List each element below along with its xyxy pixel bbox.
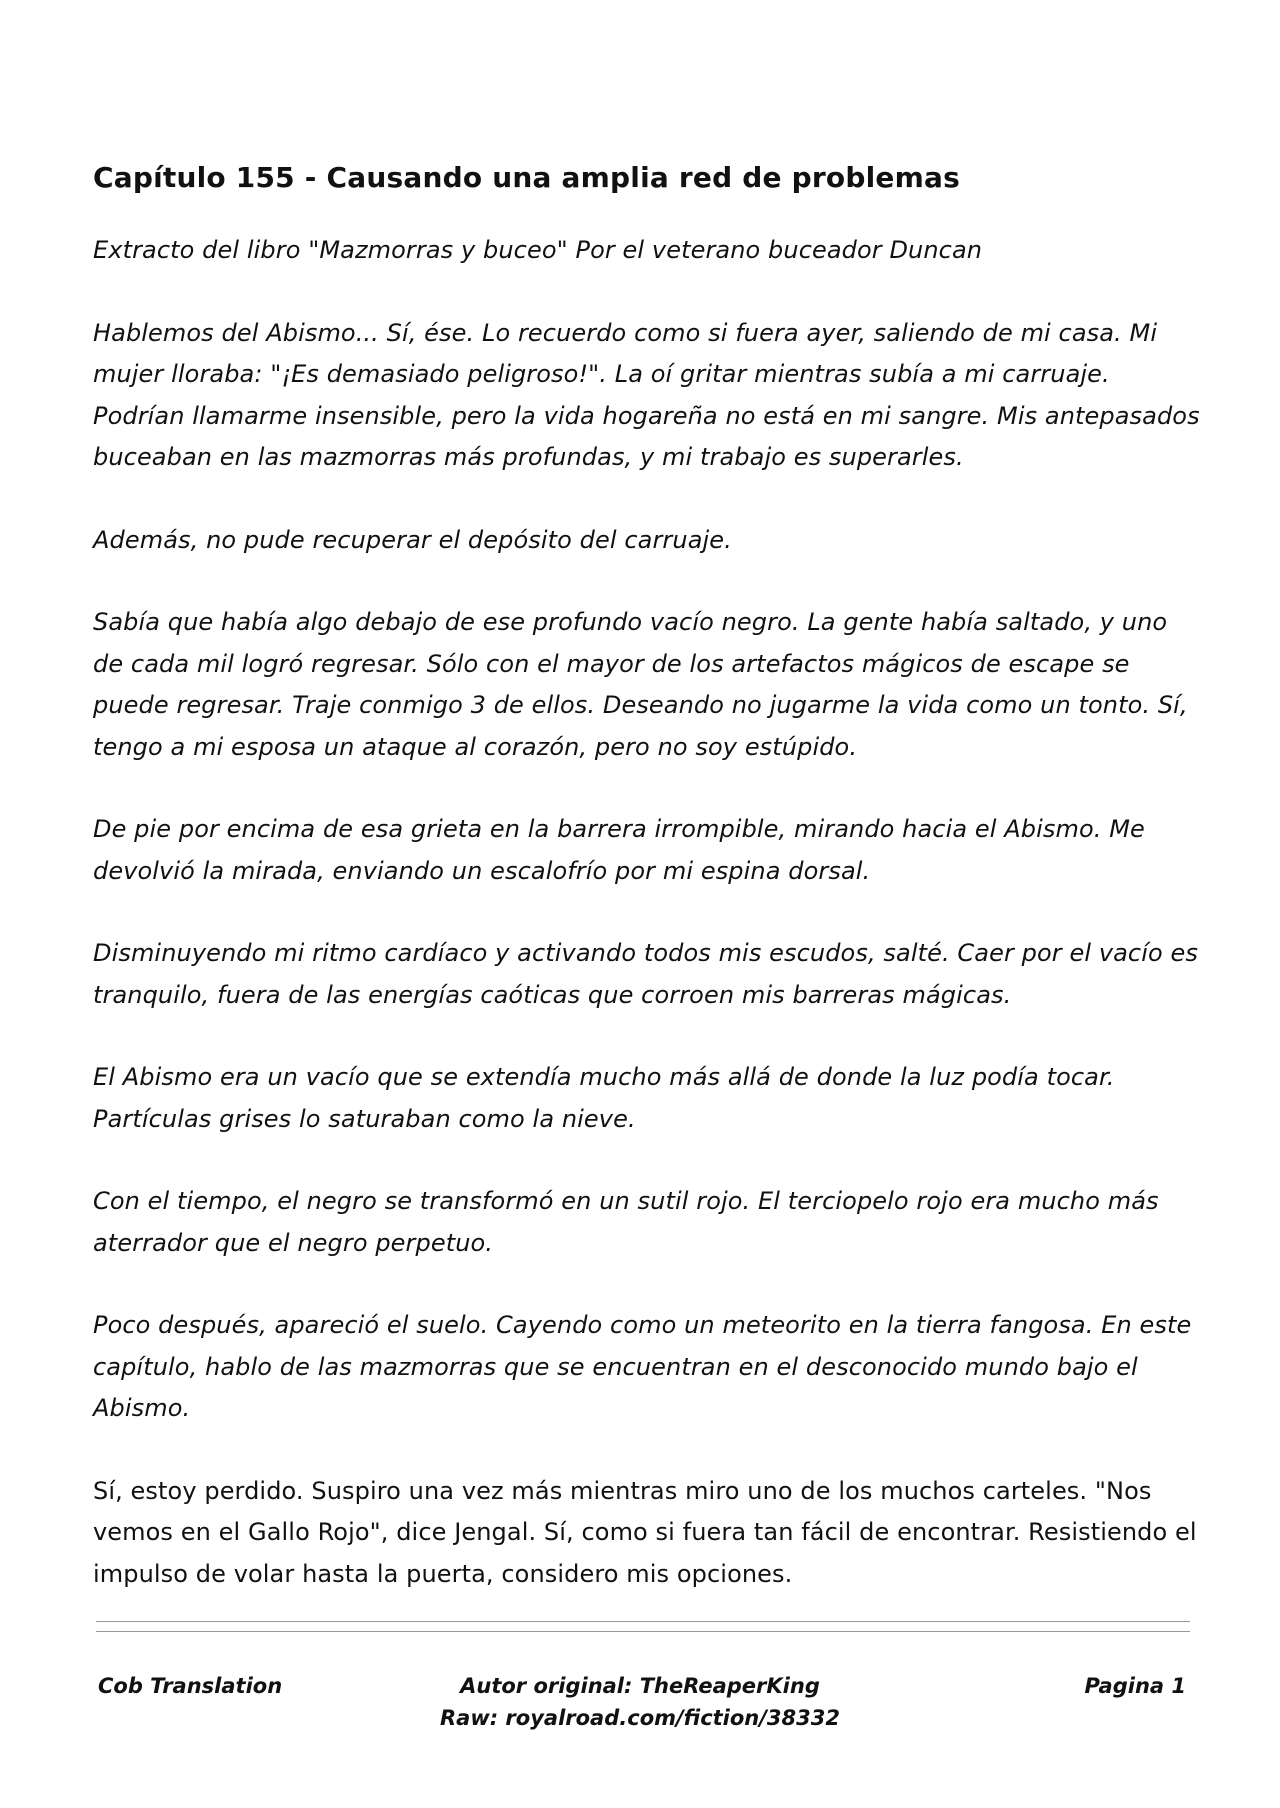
paragraph-1: Extracto del libro "Mazmorras y buceo" Por el veterano buceador Duncan xyxy=(93,236,983,264)
paragraph-2: Hablemos del Abismo... Sí, ése. Lo recuerdo como si fuera ayer, saliendo de mi casa. Mi mujer lloraba: "¡Es demasiado peligroso!". La oí gritar mientras subía a mi carruaje. Podrían llamarme insensible, pero la vida hogareña no está en mi sangre. Mis antepasados buceaban en las mazmorras más profundas, y mi trabajo es superarles. xyxy=(93,318,1200,471)
paragraph-6: Disminuyendo mi ritmo cardíaco y activando todos mis escudos, salté. Caer por el vacío es tranquilo, fuera de las energías caóticas que corroen mis barreras mágicas. xyxy=(93,939,1198,1009)
footer-translator: Cob Translation xyxy=(98,1674,283,1698)
paragraph-4: Sabía que había algo debajo de ese profundo vacío negro. La gente había saltado, y uno de cada mil logró regresar. Sólo con el mayor de los artefactos mágicos de escape se puede regresar. Traje conmigo 3 de ellos. Deseando no jugarme la vida como un tonto. Sí, tengo a mi esposa un ataque al corazón, pero no soy estúpido. xyxy=(93,608,1188,761)
paragraph-7: El Abismo era un vacío que se extendía mucho más allá de donde la luz podía tocar. Partículas grises lo saturaban como la nieve. xyxy=(93,1063,1115,1133)
footer-author: Autor original: TheReaperKing xyxy=(460,1674,820,1698)
footer-divider-bottom xyxy=(96,1631,1190,1632)
footer-source: Raw: royalroad.com/fiction/38332 xyxy=(439,1706,840,1730)
paragraph-8: Con el tiempo, el negro se transformó en un sutil rojo. El terciopelo rojo era mucho más aterrador que el negro perpetuo. xyxy=(93,1187,1159,1257)
paragraph-10: Sí, estoy perdido. Suspiro una vez más mientras miro uno de los muchos carteles. "Nos vemos en el Gallo Rojo", dice Jengal. Sí, como si fuera tan fácil de encontrar. Resistiendo el impulso de volar hasta la puerta, considero mis opciones. xyxy=(93,1476,1197,1588)
document-body xyxy=(93,158,1203,1595)
paragraph-9: Poco después, apareció el suelo. Cayendo como un meteorito en la tierra fangosa. En este capítulo, hablo de las mazmorras que se encuentran en el desconocido mundo bajo el Abismo. xyxy=(93,1311,1192,1422)
paragraph-3: Además, no pude recuperar el depósito del carruaje. xyxy=(93,525,732,554)
paragraph-5: De pie por encima de esa grieta en la barrera irrompible, mirando hacia el Abismo. Me devolvió la mirada, enviando un escalofrío por mi espina dorsal. xyxy=(93,815,1145,885)
footer-divider-top xyxy=(96,1621,1190,1622)
chapter-title: Capítulo 155 - Causando una amplia red de problemas xyxy=(93,161,960,194)
footer-page-number: Pagina 1 xyxy=(1084,1674,1186,1698)
